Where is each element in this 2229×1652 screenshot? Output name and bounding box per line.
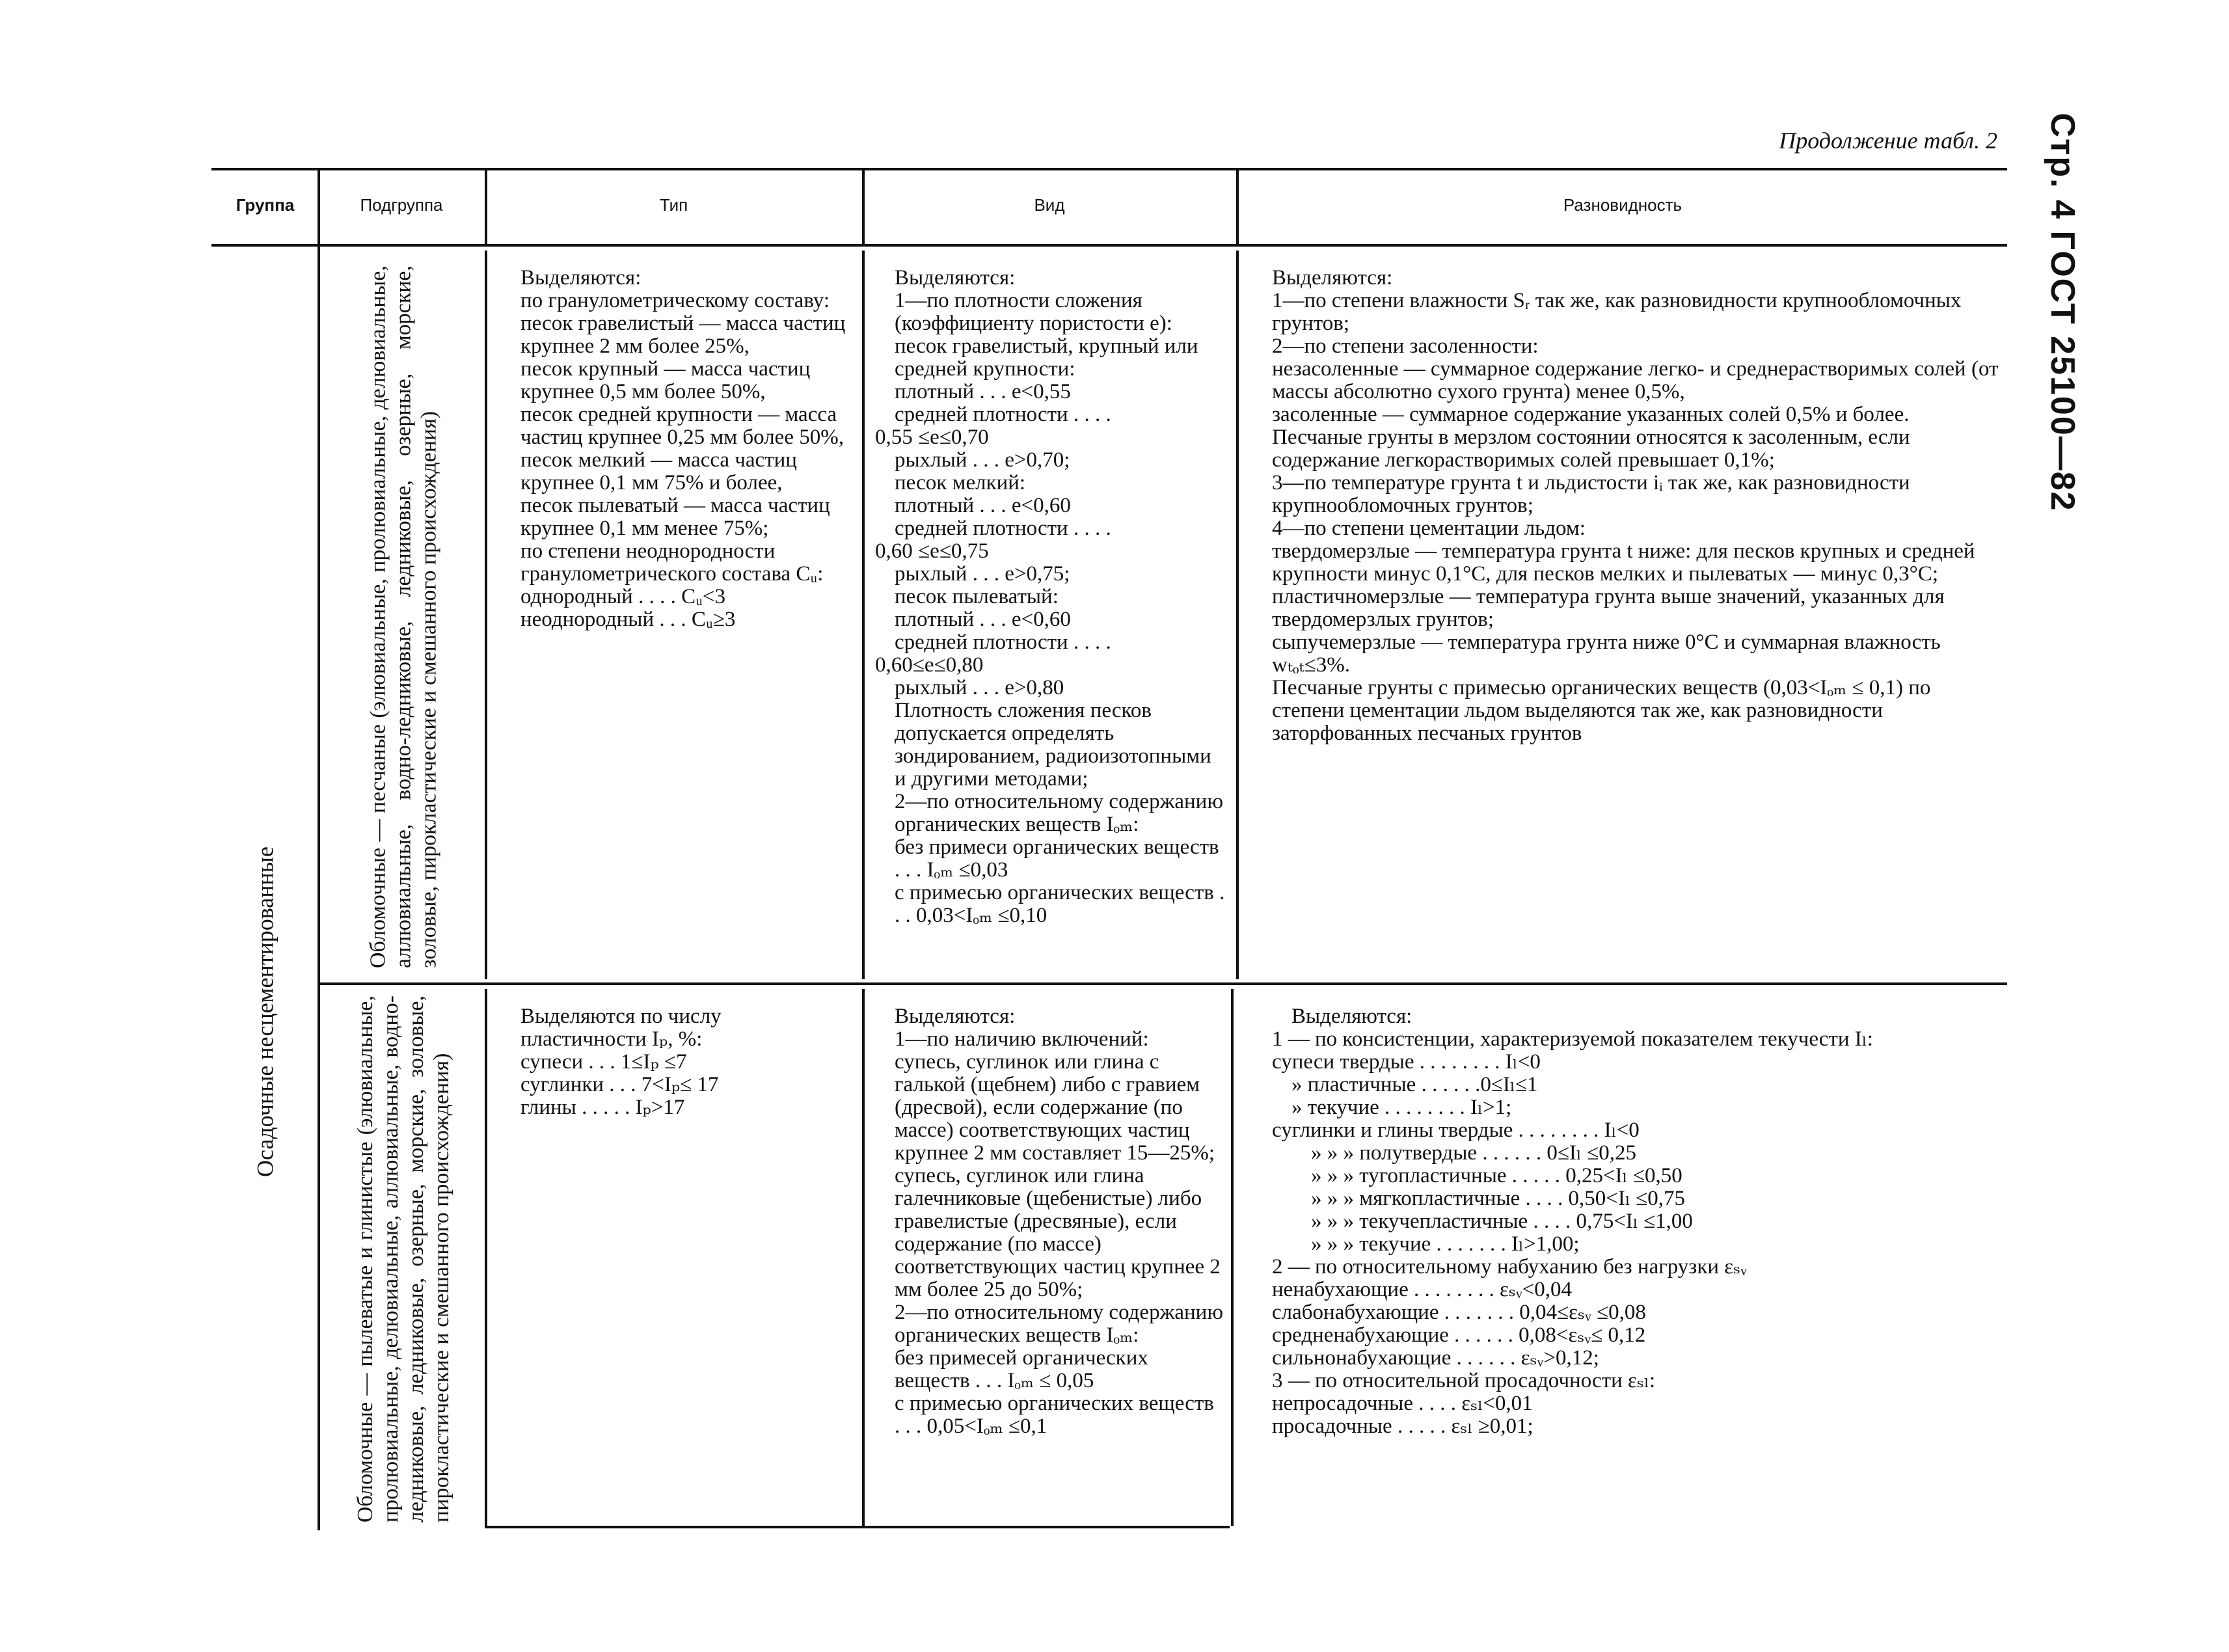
table-bottom-rule (485, 1526, 1230, 1528)
row1-kind-line: без примеси органических веществ . . . Iₒₘ ≤0,03 (895, 835, 1219, 882)
row1-kind-line: рыхлый . . . e>0,70; (895, 448, 1070, 472)
row1-kind-line: песок мелкий: (895, 471, 1026, 494)
row1-kind-line: плотный . . . e<0,55 (895, 380, 1071, 403)
row1-type-cell (501, 267, 852, 631)
table-continuation-label: Продолжение табл. 2 (1779, 128, 1997, 154)
row1-kind-line: 2—по относительному содержанию органических веществ Iₒₘ: (895, 790, 1223, 836)
row1-kind-line: рыхлый . . . e>0,75; (895, 562, 1070, 586)
row1-variety-line: сыпучемерзлые — температура грунта ниже 0°C и суммарная влажность wₜₒₜ≤3%. (1272, 630, 1941, 677)
row2-type-line: Выделяются по числу пластичности Iₚ, %: (520, 1005, 722, 1051)
row1-variety-line: 2—по степени засоленности: (1272, 334, 1539, 358)
row2-variety-line: просадочные . . . . . εₛₗ ≥0,01; (1272, 1415, 1533, 1438)
row1-kind-line: 0,55 ≤e≤0,70 (875, 426, 989, 449)
row2-variety-line: 2 — по относительному набуханию без нагрузки εₛᵥ (1272, 1255, 1747, 1279)
row2-type-line: глины . . . . . Iₚ>17 (520, 1096, 685, 1119)
row2-kind-line: без примесей органических веществ . . . Iₒₘ ≤ 0,05 (895, 1346, 1148, 1392)
row1-variety-line: 1—по степени влажности Sᵣ так же, как разновидности крупнообломочных грунтов; (1272, 289, 1962, 335)
row1-variety-line: незасоленные — суммарное содержание легко- и среднерастворимых солей (от массы абсолютно сухого грунта) менее 0,5%, (1272, 357, 1999, 403)
page-number-standard: Стр. 4 ГОСТ 25100—82 (2044, 113, 2081, 512)
table-top-rule (211, 168, 2007, 170)
row1-type-line: неоднородный . . . Cᵤ≥3 (520, 608, 736, 631)
row2-variety-line: сильнонабухающие . . . . . . εₛᵥ>0,12; (1272, 1346, 1599, 1370)
row1-variety-line: Песчаные грунты в мерзлом состоянии относятся к засоленным, если содержание легкорастворимых солей превышает 0,1%; (1272, 426, 1910, 472)
group-cell (215, 247, 316, 1529)
row2-kind-line: супесь, суглинок или глина галечниковые (щебенистые) либо гравелистые (дресвяные), если содержание (по массе) соответствующих частиц крупнее 2 мм более 25 до 50%; (895, 1164, 1221, 1301)
row2-kind-line: супесь, суглинок или глина с галькой (щебнем) либо с гравием (дресвой), если содержание (по массе) соответствующих частиц крупнее 2 мм составляет 15—25%; (895, 1050, 1215, 1165)
row1-variety-line: Песчаные грунты с примесью органических веществ (0,03<Iₒₘ ≤ 0,1) по степени цементации льдом выделяются так же, как разновидности заторфованных песчаных грунтов (1272, 676, 1931, 745)
row1-kind-line: рыхлый . . . e>0,80 (895, 676, 1064, 699)
row1-variety-line: пластичномерзлые — температура грунта выше значений, указанных для твердомерзлых грунтов; (1272, 585, 1945, 631)
row-divider-rule (319, 982, 2007, 985)
header-subgroup: Подгруппа (360, 195, 443, 215)
row2-variety-line: 1 — по консистенции, характеризуемой показателем текучести Iₗ: (1272, 1027, 1873, 1051)
row2-type-line: супеси . . . 1≤Iₚ ≤7 (520, 1050, 687, 1074)
row1-kind-line: 1—по плотности сложения (коэффициенту пористости e): (895, 289, 1172, 335)
column-rule-3-row2 (862, 989, 865, 1526)
row2-variety-line: » » » текучие . . . . . . . Iₗ>1,00; (1311, 1232, 1580, 1256)
header-group: Группа (236, 195, 295, 215)
row1-kind-line: песок гравелистый, крупный или средней крупности: (895, 334, 1198, 381)
row1-kind-cell (875, 267, 1226, 927)
row2-variety-line: средненабухающие . . . . . . 0,08<εₛᵥ≤ 0,12 (1272, 1323, 1646, 1347)
row1-kind-line: песок пылеватый: (895, 585, 1059, 608)
row1-type-line: Выделяются: (520, 266, 642, 290)
row1-kind-line: Плотность сложения песков допускается определять зондированием, радиоизотопными и другими методами; (895, 699, 1211, 791)
row2-variety-line: слабонабухающие . . . . . . . 0,04≤εₛᵥ ≤0,08 (1272, 1301, 1646, 1324)
column-rule-4-row1 (1236, 251, 1239, 979)
row2-variety-line: » » » мягкопластичные . . . . 0,50<Iₗ ≤0,75 (1311, 1187, 1686, 1210)
row1-variety-line: Выделяются: (1272, 266, 1393, 290)
column-rule-2-row2 (485, 989, 487, 1526)
row2-type-line: суглинки . . . 7<Iₚ≤ 17 (520, 1073, 719, 1096)
row2-kind-line: 2—по относительному содержанию органических веществ Iₒₘ: (895, 1301, 1223, 1347)
row1-variety-line: 3—по температуре грунта t и льдистости iᵢ так же, как разновидности крупнообломочных грунтов; (1272, 471, 1910, 517)
row1-kind-line: с примесью органических веществ . . . 0,03<Iₒₘ ≤0,10 (895, 881, 1225, 927)
row2-variety-cell (1272, 1005, 2004, 1438)
row2-variety-line: суглинки и глины твердые . . . . . . . . Iₗ<0 (1272, 1118, 1640, 1142)
row2-variety-line: » » » текучепластичные . . . . 0,75<Iₗ ≤1,00 (1311, 1210, 1693, 1233)
row2-variety-line: » » » тугопластичные . . . . . 0,25<Iₗ ≤0,50 (1311, 1164, 1682, 1187)
column-rule-1 (317, 170, 320, 1530)
row2-variety-line: » текучие . . . . . . . . Iₗ>1; (1291, 1096, 1512, 1119)
row1-type-line: песок мелкий — масса частиц крупнее 0,1 мм 75% и более, (520, 448, 797, 494)
header-kind: Вид (1034, 195, 1065, 215)
header-bottom-rule (211, 244, 2007, 247)
row1-type-line: песок средней крупности — масса частиц крупнее 0,25 мм более 50%, (520, 403, 844, 449)
row2-variety-line: 3 — по относительной просадочности εₛₗ: (1272, 1369, 1656, 1392)
row1-kind-line: плотный . . . e<0,60 (895, 608, 1071, 631)
row1-kind-line: 0,60≤e≤0,80 (875, 653, 984, 677)
header-variety: Разновидность (1563, 195, 1682, 215)
row1-type-line: по гранулометрическому составу: (520, 289, 830, 312)
row1-kind-line: средней плотности . . . . (895, 403, 1111, 426)
row2-variety-line: супеси твердые . . . . . . . . Iₗ<0 (1272, 1050, 1541, 1074)
row1-type-line: песок крупный — масса частиц крупнее 0,5 мм более 50%, (520, 357, 811, 403)
row1-kind-line: плотный . . . e<0,60 (895, 494, 1071, 517)
row1-kind-line: средней плотности . . . . (895, 517, 1111, 540)
row2-subgroup-cell (329, 992, 478, 1526)
row1-type-line: песок пылеватый — масса частиц крупнее 0,1 мм менее 75%; (520, 494, 830, 540)
row1-kind-line: Выделяются: (895, 266, 1016, 290)
row1-kind-line: 0,60 ≤e≤0,75 (875, 539, 989, 563)
row2-variety-line: непросадочные . . . . εₛₗ<0,01 (1272, 1392, 1533, 1415)
row1-subgroup-cell (329, 257, 478, 976)
row1-type-line: однородный . . . . Cᵤ<3 (520, 585, 726, 608)
row1-kind-line: средней плотности . . . . (895, 630, 1111, 654)
row1-variety-line: засоленные — суммарное содержание указанных солей 0,5% и более. (1272, 403, 1910, 426)
row2-variety-line: » пластичные . . . . . .0≤Iₗ≤1 (1291, 1073, 1538, 1096)
row1-type-line: песок гравелистый — масса частиц крупнее 2 мм более 25%, (520, 312, 846, 358)
row2-variety-line: » » » полутвердые . . . . . . 0≤Iₗ ≤0,25 (1311, 1141, 1637, 1165)
row1-subgroup-text: Обломочные — песчаные (элювиальные, пролювиальные, делювиальные, аллювиальные, водно-ледниковые, ледниковые, озерные, морские, золовые, пирокластические и смешанного происхождения) (366, 265, 441, 968)
header-type: Тип (659, 195, 688, 215)
row2-variety-line: ненабухающие . . . . . . . . εₛᵥ<0,04 (1272, 1278, 1573, 1301)
column-rule-2-row1 (485, 251, 487, 979)
row1-variety-cell (1252, 267, 2001, 745)
row2-kind-line: с примесью органических веществ . . . 0,05<Iₒₘ ≤0,1 (895, 1392, 1214, 1438)
row2-kind-cell (875, 1005, 1223, 1438)
page-side-header (2030, 113, 2095, 512)
row1-variety-line: твердомерзлые — температура грунта t ниже: для песков крупных и средней крупности минус 0,1°C, для песков мелких и пылеватых — минус 0,3°C; (1272, 539, 1975, 586)
row2-variety-line: Выделяются: (1291, 1005, 1412, 1028)
row2-kind-line: 1—по наличию включений: (895, 1027, 1149, 1051)
row2-kind-line: Выделяются: (895, 1005, 1016, 1028)
row2-subgroup-text: Обломочные — пылеватые и глинистые (элювиальные, пролювиальные, делювиальные, аллювиальные, водно-ледниковые, ледниковые, озерные, морские, золовые, пирокластические и смешанного происхождения) (353, 995, 453, 1523)
row2-type-cell (501, 1005, 852, 1119)
column-rule-3-row1 (862, 251, 865, 979)
row1-type-line: по степени неоднородности гранулометрического состава Cᵤ: (520, 539, 824, 586)
column-rule-4-row2 (1231, 989, 1234, 1526)
row1-variety-line: 4—по степени цементации льдом: (1272, 517, 1586, 540)
group-text: Осадочные несцементированные (252, 846, 278, 1177)
